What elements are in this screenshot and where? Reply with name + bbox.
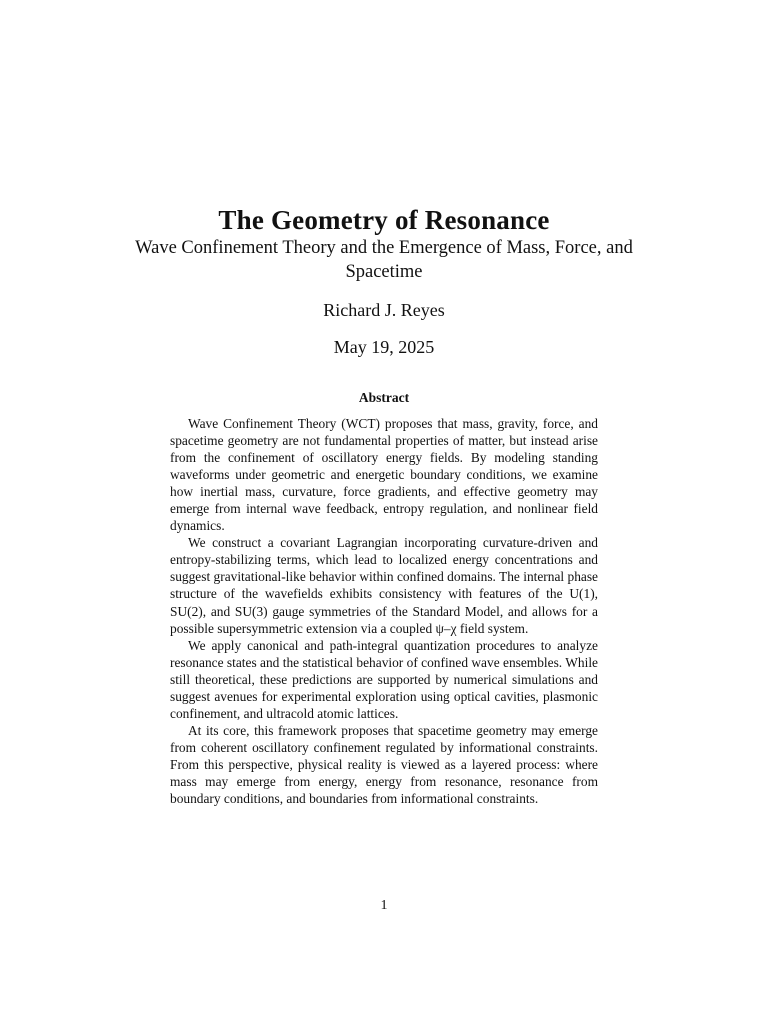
abstract-paragraph-1: Wave Confinement Theory (WCT) proposes that mass, gravity, force, and spacetime geometry are not fundamental properties of matter, but instead arise from the confinement of oscillatory energy fields. By modeling standing waveforms under geometric and energetic boundary conditions, we examine how inertial mass, curvature, force gradients, and effective geometry may emerge from internal wave feedback, entropy regulation, and nonlinear field dynamics. bbox=[170, 416, 598, 534]
abstract-body bbox=[170, 415, 598, 807]
abstract-paragraph-4: At its core, this framework proposes that spacetime geometry may emerge from coherent oscillatory confinement regulated by informational constraints. From this perspective, physical reality is viewed as a layered process: where mass may emerge from energy, energy from resonance, resonance from boundary conditions, and boundaries from informational constraints. bbox=[170, 722, 598, 807]
abstract-paragraph-3: We apply canonical and path-integral quantization procedures to analyze resonance states and the statistical behavior of confined wave ensembles. While still theoretical, these predictions are supported by numerical simulations and suggest avenues for experimental exploration using optical cavities, plasmonic confinement, and ultracold atomic lattices. bbox=[170, 637, 598, 721]
paper-subtitle: Wave Confinement Theory and the Emergence of Mass, Force, and Spacetime bbox=[135, 238, 633, 282]
paper-title: The Geometry of Resonance bbox=[218, 205, 550, 235]
publication-date: May 19, 2025 bbox=[333, 337, 435, 357]
abstract-heading: Abstract bbox=[358, 390, 410, 405]
abstract-paragraph-2: We construct a covariant Lagrangian incorporating curvature-driven and entropy-stabilizing terms, which lead to localized energy concentrations and suggest gravitational-like behavior within confined domains. The internal phase structure of the wavefields exhibits consistency with features of the U(1), SU(2), and SU(3) gauge symmetries of the Standard Model, and allows for a possible supersymmetric extension via a coupled ψ–χ field system. bbox=[170, 535, 598, 636]
author-name: Richard J. Reyes bbox=[323, 300, 445, 320]
page-number: 1 bbox=[380, 898, 388, 913]
